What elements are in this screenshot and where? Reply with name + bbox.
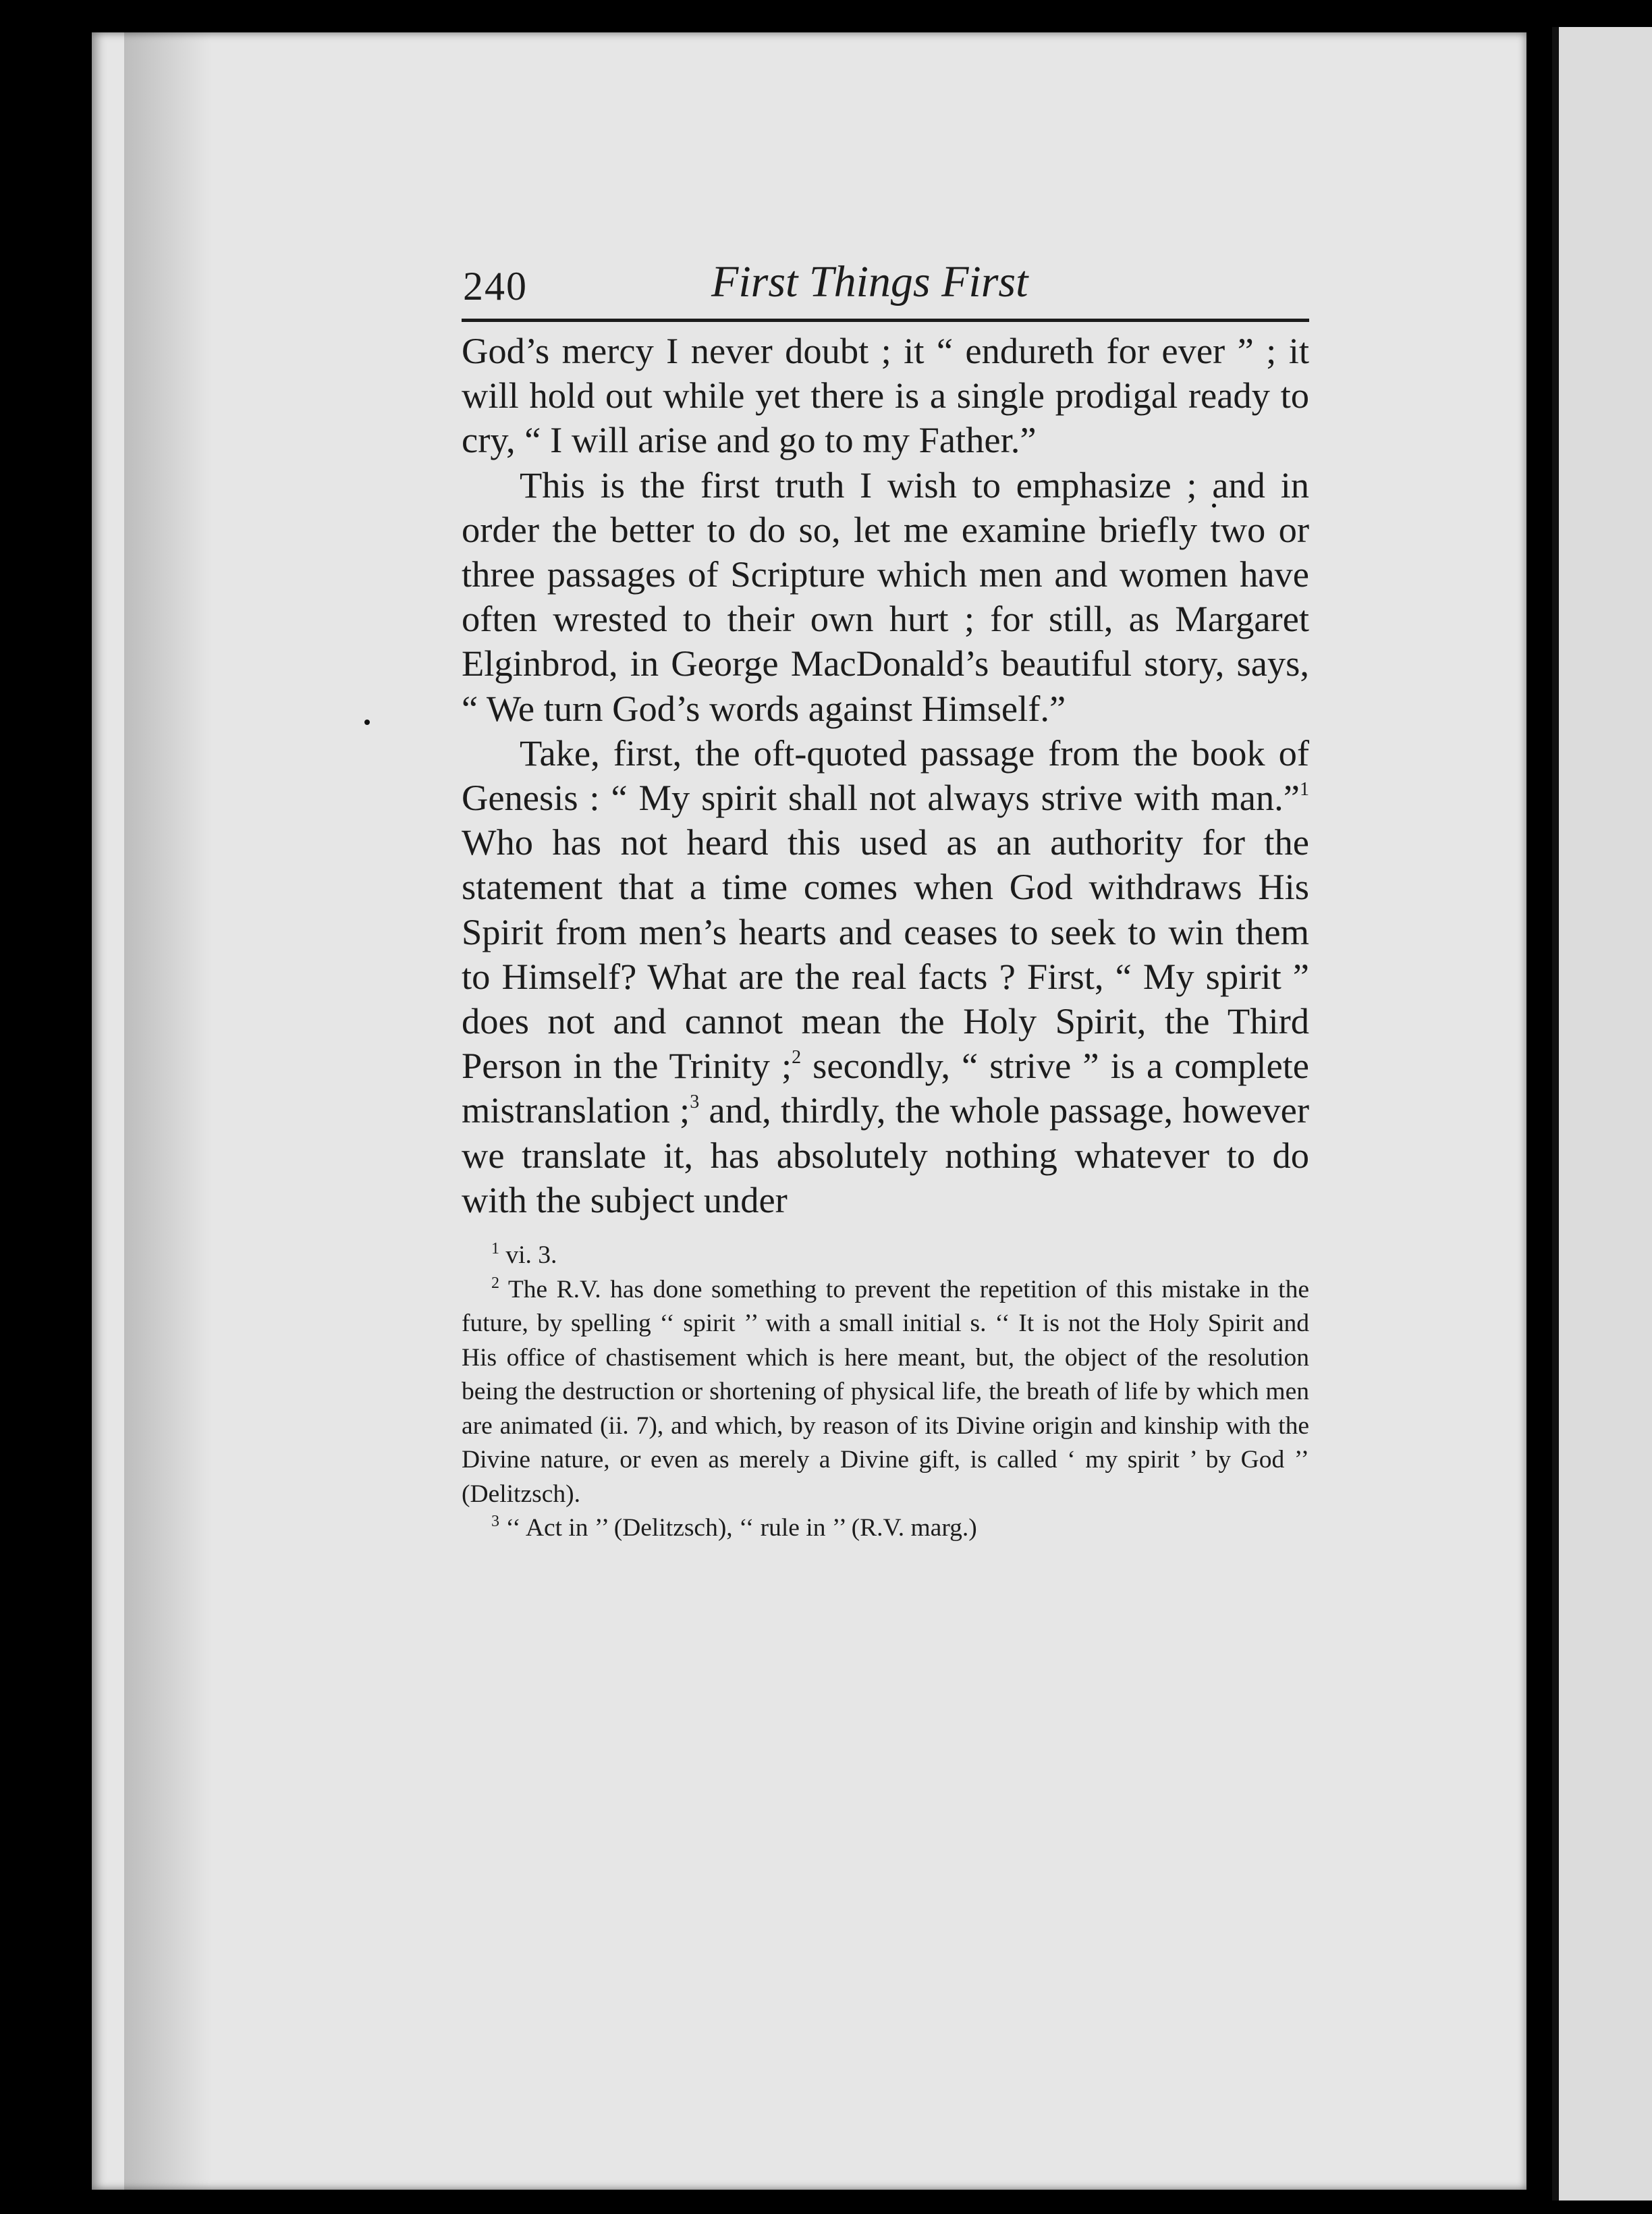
- footnote-mark: 3: [491, 1513, 499, 1531]
- footnote-ref-1: 1: [1300, 779, 1309, 801]
- running-head: [462, 254, 1309, 322]
- paragraph-3: [462, 731, 1309, 1222]
- paragraph-3-part-c: secondly, “ strive ” is a complete mistranslation ;: [462, 1045, 1309, 1131]
- page-gutter-shadow: [124, 32, 212, 2190]
- footnote-mark: 2: [491, 1274, 499, 1292]
- adjacent-page-edge: [1552, 27, 1652, 2200]
- footnote-text: The R.V. has done something to prevent the repetition of this mistake in the future, by spelling ‘‘ spirit ’’ with a small initial s. ‘‘ It is not the Holy Spirit and His office of chastisement which is here meant, but, the object of the resolution being the destruction or shortening of physical life, the breath of life by which men are animated (ii. 7), and which, by reason of its Divine origin and kinship with the Divine nature, or even as merely a Divine gift, is called ‘ my spirit ’ by God ’’ (Delitzsch).: [462, 1275, 1309, 1508]
- footnote-1: [462, 1239, 1309, 1273]
- footnote-2: [462, 1273, 1309, 1512]
- paragraph-1: God’s mercy I never doubt ; it “ endureth for ever ” ; it will hold out while yet there is a single prodigal ready to cry, “ I will arise and go to my Father.”: [462, 330, 1309, 461]
- paragraph-3-part-b: Who has not heard this used as an authority for the statement that a time comes when God withdraws His Spirit from men’s hearts and ceases to seek to win them to Himself? What are the real facts ? First, “ My spirit ” does not and cannot mean the Holy Spirit, the Third Person in the Trinity ;: [462, 821, 1309, 1087]
- footnote-text: ‘‘ Act in ’’ (Delitzsch), ‘‘ rule in ’’ (R.V. marg.): [499, 1514, 977, 1542]
- footnote-text: vi. 3.: [499, 1241, 557, 1270]
- paragraph-3-part-d: and, thirdly, the whole passage, however we translate it, has absolutely nothing whatever to do with the subject under: [462, 1089, 1309, 1220]
- page-number: 240: [463, 264, 528, 308]
- paragraph-2: This is the first truth I wish to emphasize ; and in order the better to do so, let me examine briefly two or three passages of Scripture which men and women have often wrested to their own hurt ; for still, as Margaret Elginbrod, in George MacDonald’s beautiful story, says, “ We turn God’s words against Himself.”: [462, 464, 1309, 729]
- footnote-ref-3: 3: [690, 1091, 700, 1113]
- running-title: First Things First: [711, 257, 1028, 306]
- footnote-ref-2: 2: [792, 1047, 802, 1069]
- body-text: [462, 329, 1309, 1222]
- footnote-mark: 1: [491, 1240, 499, 1258]
- paragraph-3-part-a: Take, first, the oft-quoted passage from the book of Genesis : “ My spirit shall not always strive with man.”: [462, 732, 1309, 819]
- footnotes: [462, 1239, 1309, 1546]
- scan-speck: [364, 720, 370, 725]
- text-block: [462, 254, 1309, 1546]
- footnote-3: [462, 1511, 1309, 1546]
